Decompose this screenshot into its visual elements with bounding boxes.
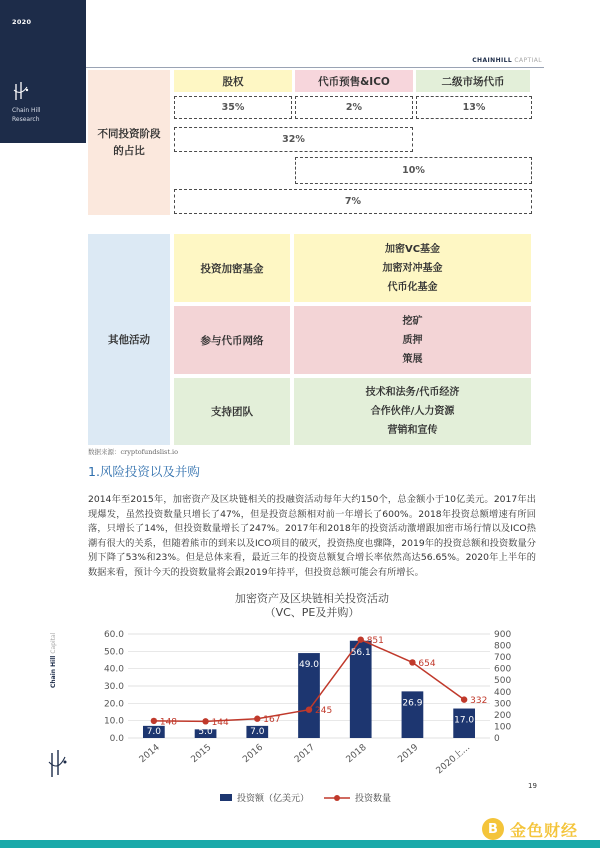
activity-item: 合作伙伴/人力资源 — [370, 406, 455, 417]
watermark-text: 金色财经 — [510, 820, 579, 840]
bar-label: 26.9 — [402, 698, 423, 709]
activity-item: 策展 — [402, 353, 423, 365]
year-label: 2020 — [12, 18, 32, 26]
data-source-note: 数据来源：cryptofundslist.io — [88, 448, 179, 456]
stage-label-line1: 不同投资阶段 — [97, 127, 161, 140]
count-label: 167 — [263, 715, 281, 726]
count-label: 148 — [159, 717, 178, 728]
activity-crypto-funds-items — [294, 234, 531, 302]
logo-line2: Research — [12, 116, 40, 123]
activity-item: 营销和宣传 — [387, 425, 438, 436]
bar-label: 5.0 — [198, 727, 213, 737]
count-label: 245 — [315, 706, 333, 717]
activity-token-network-items — [294, 306, 531, 374]
other-activities-label: 其他活动 — [88, 234, 170, 445]
y-right-tick: 700 — [494, 653, 512, 664]
x-tick: 2015 — [189, 742, 214, 766]
y-right-tick: 800 — [494, 641, 512, 652]
all-stages-share-cell: 7% — [174, 189, 532, 214]
y-right-tick: 400 — [494, 687, 512, 698]
count-point-2017 — [306, 706, 312, 712]
column-header-equity: 股权 — [174, 70, 292, 92]
bar-label: 7.0 — [146, 727, 162, 737]
equity-share-cell: 35% — [174, 96, 292, 119]
sidebar-panel — [0, 0, 86, 143]
count-point-2018 — [358, 636, 364, 642]
brand-name — [472, 57, 542, 64]
logo-text — [12, 106, 41, 124]
legend-line-label: 投资数量 — [355, 794, 392, 804]
y-right-tick: 0 — [494, 734, 500, 744]
y-right-tick: 100 — [494, 722, 512, 733]
x-tick: 2020上... — [434, 742, 473, 777]
activity-item: 加密VC基金 — [384, 243, 441, 255]
x-tick: 2018 — [344, 742, 369, 766]
count-point-2019 — [409, 659, 415, 665]
y-right-tick: 300 — [494, 699, 512, 710]
legend-bar-swatch — [220, 794, 232, 801]
y-left-tick: 20.0 — [103, 699, 124, 710]
side-brand-bold: Chain Hill — [50, 655, 57, 688]
watermark-coin-icon: B — [482, 818, 504, 840]
count-point-2015 — [202, 718, 208, 724]
activity-item: 代币化基金 — [387, 281, 438, 293]
stage-row-label — [88, 70, 170, 215]
activity-item: 质押 — [402, 334, 423, 346]
stage-label-line2: 的占比 — [113, 144, 145, 157]
legend-bar-label: 投资额（亿美元） — [237, 794, 310, 804]
side-brand-light: Capital — [50, 632, 57, 654]
footer-teal-bar — [0, 840, 600, 848]
y-right-tick: 200 — [494, 710, 512, 721]
y-left-tick: 40.0 — [103, 664, 124, 675]
count-point-2020上... — [461, 696, 467, 702]
y-left-tick: 10.0 — [103, 716, 124, 727]
logo-line1: Chain Hill — [12, 107, 41, 114]
column-header-secondary: 二级市场代币 — [416, 70, 530, 92]
y-right-tick: 900 — [494, 630, 512, 640]
y-right-tick: 500 — [494, 676, 512, 687]
activity-token-network-label: 参与代币网络 — [174, 306, 290, 374]
watermark — [482, 816, 600, 842]
count-label: 144 — [211, 717, 229, 728]
chart-title-line2: （VC、PE及并购） — [264, 606, 360, 619]
ico-secondary-share-cell: 10% — [295, 157, 532, 184]
footer-logo-icon — [46, 750, 68, 780]
bar-label: 56.1 — [350, 647, 371, 658]
side-brand — [50, 633, 57, 688]
count-point-2014 — [151, 718, 157, 724]
secondary-share-cell: 13% — [416, 96, 532, 119]
column-header-ico: 代币预售&ICO — [295, 70, 413, 92]
count-label: 654 — [418, 658, 436, 669]
bar-label: 49.0 — [298, 660, 320, 671]
equity-ico-share-cell: 32% — [174, 127, 413, 152]
count-label: 851 — [366, 636, 384, 647]
activity-support-team-items — [294, 378, 531, 445]
page-number: 19 — [528, 782, 537, 790]
bar-label: 17.0 — [454, 715, 475, 726]
activity-item: 挖矿 — [402, 315, 423, 327]
y-left-tick: 60.0 — [103, 630, 124, 640]
x-tick: 2014 — [137, 742, 162, 766]
x-tick: 2016 — [241, 742, 266, 766]
bar-label: 7.0 — [250, 727, 265, 737]
chainhill-logo-icon — [12, 82, 30, 102]
activity-crypto-funds-label: 投资加密基金 — [174, 234, 290, 302]
y-left-tick: 0.0 — [109, 734, 124, 744]
header-divider — [86, 67, 544, 68]
activity-support-team-label: 支持团队 — [174, 378, 290, 445]
count-point-2016 — [254, 716, 260, 722]
y-left-tick: 50.0 — [103, 647, 124, 658]
y-left-tick: 30.0 — [103, 682, 124, 692]
x-tick: 2017 — [292, 742, 317, 766]
x-tick: 2019 — [396, 742, 421, 766]
legend-line-marker — [334, 795, 340, 801]
body-paragraph: 2014年至2015年，加密资产及区块链相关的投融资活动每年大约150个，总金额小于10亿美元。2017年出现爆发，虽然投资数量只增长了47%，但是投资总额相对前一年增长了600%。2018年投资总额增速有所回落，只增长了14%，但投资数量增长了247%。2017年和2018年的投资活动激增跟加密市场行情以及ICO热潮有很大的关系，但随着熊市的到来以及ICO项目的破灭，投资热度也骤降，2019年的投资总额和投资数量分别下降了53%和23%。但是总体来看，最近三年的投资总额复合增长率依然高达56.65%。2020年上半年的数据来看，预计今天的投资数量将会跟2019年持平，但投资总额可能会有所增长。 — [88, 494, 536, 578]
section-heading: 1.风险投资以及并购 — [88, 464, 200, 479]
ico-share-cell: 2% — [295, 96, 413, 119]
investment-chart — [88, 622, 536, 810]
activity-item: 技术和法务/代币经济 — [365, 387, 460, 398]
chart-title-line1: 加密资产及区块链相关投资活动 — [235, 592, 389, 605]
activity-item: 加密对冲基金 — [382, 262, 443, 274]
brand-light: CAPTIAL — [514, 57, 542, 64]
count-label: 332 — [470, 696, 488, 707]
y-right-tick: 600 — [494, 664, 512, 675]
brand-bold: CHAINHILL — [472, 57, 513, 64]
